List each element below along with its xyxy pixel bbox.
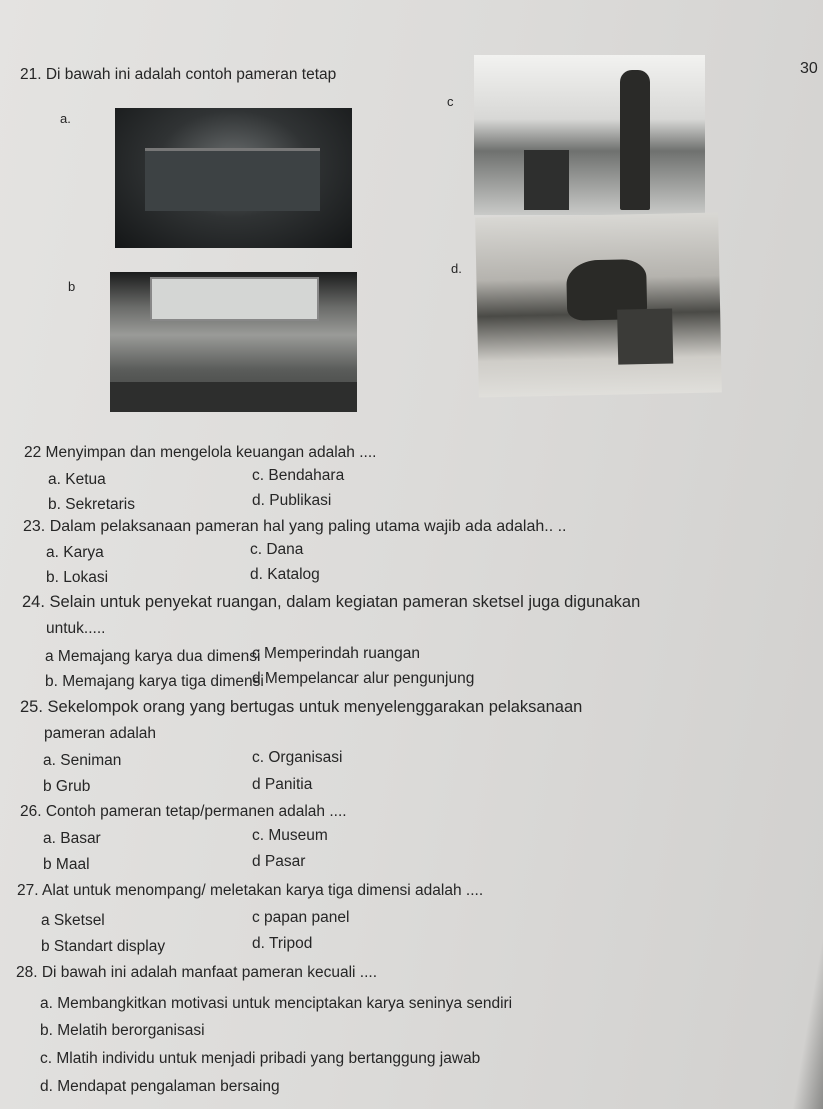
option: c. Bendahara: [252, 467, 345, 484]
option: a. Karya: [46, 544, 104, 561]
option: d Panitia: [252, 776, 313, 793]
question-24: 24. Selain untuk penyekat ruangan, dalam kegiatan pameran sketsel juga digunakan: [22, 593, 641, 611]
question-25: 25. Sekelompok orang yang bertugas untuk menyelenggarakan pelaksanaan: [20, 698, 583, 716]
option: a. Seniman: [43, 752, 122, 769]
photo-label-c: c: [447, 94, 454, 109]
option: b Maal: [43, 856, 90, 873]
option: c. Museum: [252, 827, 328, 844]
option: b. Sekretaris: [48, 496, 136, 513]
photo-c-museum-interior: [474, 55, 705, 215]
option: a Memajang karya dua dimensi: [45, 648, 261, 665]
option: c. Dana: [250, 541, 304, 558]
option: c Memperindah ruangan: [252, 645, 421, 662]
option: a Sketsel: [41, 912, 105, 929]
option: d. Tripod: [252, 935, 313, 952]
option: b Grub: [43, 778, 91, 795]
photo-a-exhibition-hall: [115, 108, 352, 248]
question-25-continued: pameran adalah: [44, 725, 157, 742]
photo-label-b: b: [68, 279, 76, 294]
photo-d-sculpture-exhibit: [475, 212, 722, 397]
option: d. Katalog: [250, 566, 320, 583]
question-27: 27. Alat untuk menompang/ meletakan karya tiga dimensi adalah ....: [17, 882, 484, 899]
question-28: 28. Di bawah ini adalah manfaat pameran kecuali ....: [16, 964, 378, 981]
photo-label-a: a.: [60, 111, 71, 126]
page-number: 30: [800, 60, 818, 77]
photo-label-d: d.: [451, 261, 462, 276]
option: a. Membangkitkan motivasi untuk menciptakan karya seninya sendiri: [40, 995, 513, 1012]
option: b. Melatih berorganisasi: [40, 1022, 205, 1039]
option: b. Lokasi: [46, 569, 109, 586]
option: d. Mendapat pengalaman bersaing: [40, 1078, 280, 1095]
option: d. Publikasi: [252, 492, 332, 509]
option: d Pasar: [252, 853, 306, 870]
option: b Standart display: [41, 938, 166, 955]
option: c. Mlatih individu untuk menjadi pribadi yang bertanggung jawab: [40, 1050, 481, 1067]
photo-b-gallery-room: [110, 272, 357, 412]
question-24-continued: untuk.....: [46, 620, 106, 637]
option: b. Memajang karya tiga dimensi: [45, 673, 264, 690]
option: d Mempelancar alur pengunjung: [252, 670, 475, 687]
option: a. Basar: [43, 830, 101, 847]
question-23: 23. Dalam pelaksanaan pameran hal yang paling utama wajib ada adalah.. ..: [23, 518, 567, 535]
question-21: 21. Di bawah ini adalah contoh pameran tetap: [20, 66, 337, 83]
option: c papan panel: [252, 909, 350, 926]
question-22: 22 Menyimpan dan mengelola keuangan adalah ....: [24, 444, 377, 461]
question-26: 26. Contoh pameran tetap/permanen adalah ....: [20, 803, 347, 820]
option: a. Ketua: [48, 471, 106, 488]
option: c. Organisasi: [252, 749, 343, 766]
